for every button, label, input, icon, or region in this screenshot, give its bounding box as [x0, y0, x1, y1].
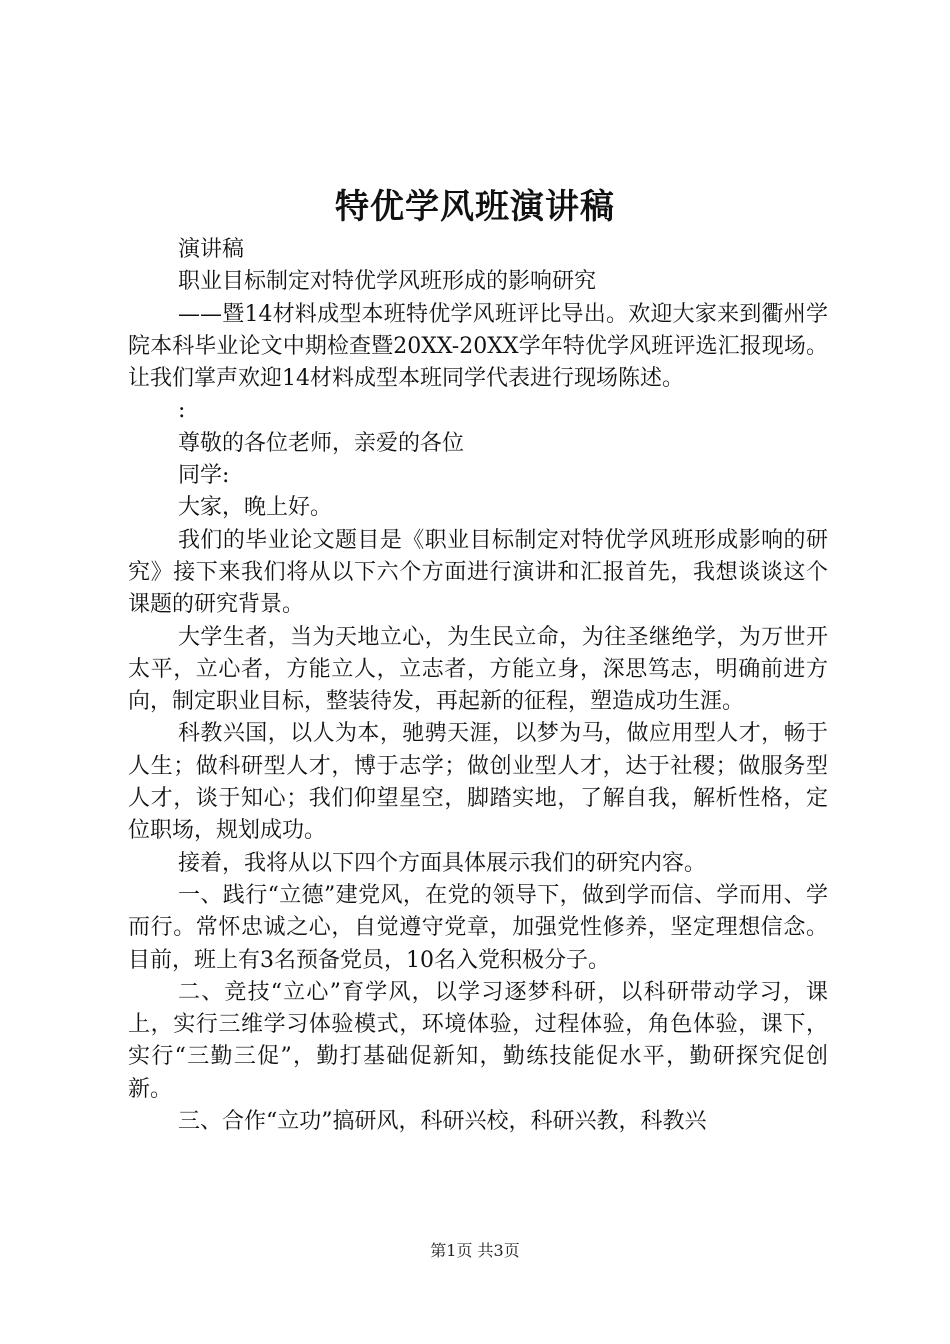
paragraph: ——暨14材料成型本班特优学风班评比导出。欢迎大家来到衢州学院本科毕业论文中期检查暨20XX-20XX学年特优学风班评选汇报现场。让我们掌声欢迎14材料成型本班同学代表进行现场陈述。: [128, 301, 828, 392]
paragraph: 职业目标制定对特优学风班形成的影响研究: [178, 269, 597, 295]
paragraph: 一、践行“立德”建党风，在党的领导下，做到学而信、学而用、学而行。常怀忠诚之心，自觉遵守党章，加强党性修养，坚定理想信念。目前，班上有3名预备党员，10名入党积极分子。: [128, 882, 828, 973]
document-title: 特优学风班演讲稿: [335, 187, 615, 227]
paragraph: :: [178, 398, 186, 424]
paragraph: 科教兴国，以人为本，驰骋天涯，以梦为马，做应用型人才，畅于人生；做科研型人才，博于志学；做创业型人才，达于社稷；做服务型人才，谈于知心；我们仰望星空，脚踏实地，了解自我，解析性格，定位职场，规划成功。: [128, 721, 828, 844]
paragraph: 大学生者，当为天地立心，为生民立命，为往圣继绝学，为万世开太平，立心者，方能立人，立志者，方能立身，深思笃志，明确前进方向，制定职业目标，整装待发，再起新的征程，塑造成功生涯。: [128, 624, 828, 715]
document-body: [128, 234, 828, 1138]
paragraph: 演讲稿: [178, 237, 245, 262]
paragraph: 尊敬的各位老师，亲爱的各位: [178, 430, 465, 456]
paragraph: 接着，我将从以下四个方面具体展示我们的研究内容。: [178, 850, 707, 876]
paragraph: 大家，晚上好。: [178, 495, 333, 521]
paragraph: 三、合作“立功”搞研风，科研兴校，科研兴教，科教兴: [178, 1109, 707, 1135]
paragraph: 二、竞技“立心”育学风，以学习逐梦科研，以科研带动学习，课上，实行三维学习体验模式，环境体验，过程体验，角色体验，课下，实行“三勤三促”，勤打基础促新知，勤练技能促水平，勤研探究促创新。: [128, 979, 828, 1102]
paragraph: 同学:: [178, 463, 230, 489]
page-footer: 第1页 共3页: [430, 1241, 520, 1260]
paragraph: 我们的毕业论文题目是《职业目标制定对特优学风班形成影响的研究》接下来我们将从以下六个方面进行演讲和汇报首先，我想谈谈这个课题的研究背景。: [128, 527, 828, 618]
